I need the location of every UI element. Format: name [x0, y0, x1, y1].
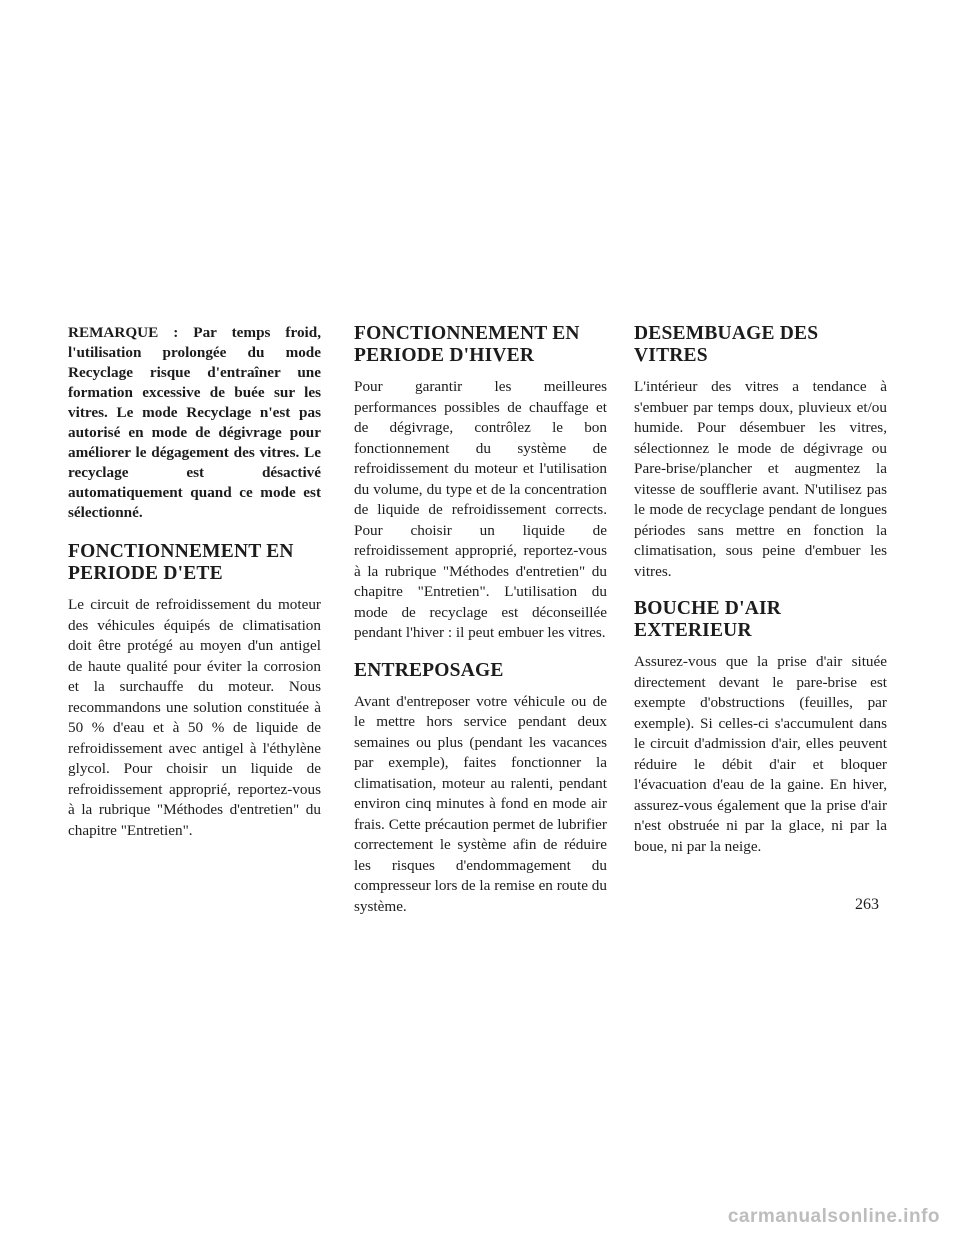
column-middle: [354, 323, 607, 933]
section-body-outside-air: Assurez-vous que la prise d'air située directement devant le pare-brise est exempte d'obstructions (feuilles, par exemple). Si celles-ci s'accumulent dans le circuit d'admission d'air, elles peuvent réduire le débit d'air et bloquer l'évacuation d'eau de la gaine. En hiver, assurez-vous également que la prise d'air n'est obstruée ni par la glace, ni par la boue, ni par la neige.: [634, 653, 887, 855]
section-heading-summer: FONCTIONNEMENT EN PERIODE D'ETE: [68, 541, 294, 584]
watermark-logo: carmanualsonline.info: [727, 1206, 940, 1227]
remark-note: REMARQUE : Par temps froid, l'utilisation prolongée du mode Recyclage risque d'entraîner une formation excessive de buée sur les vitres. Le mode Recyclage n'est pas autorisé en mode de dégivrage pour améliorer le dégagement des vitres. Le recyclage est désactivé automatiquement quand ce mode est sélectionné.: [68, 324, 321, 521]
section-heading-winter: FONCTIONNEMENT EN PERIODE D'HIVER: [354, 323, 580, 366]
section-heading-storage: ENTREPOSAGE: [354, 659, 504, 681]
section-heading-defogging: DESEMBUAGE DES VITRES: [634, 323, 819, 366]
section-body-storage: Avant d'entreposer votre véhicule ou de le mettre hors service pendant deux semaines ou plus (pendant les vacances par exemple), faites fonctionner la climatisation, moteur au ralenti, pendant environ cinq minutes à fond en mode air frais. Cette précaution permet de lubrifier correctement le système afin de réduire les risques d'endommagement du compresseur lors de la remise en route du système.: [354, 692, 607, 915]
section-body-winter: Pour garantir les meilleures performances possibles de chauffage et de dégivrage, contrôlez le bon fonctionnement du système de refroidissement du moteur et l'utilisation du volume, du type et de la concentration de liquide de refroidissement corrects. Pour choisir un liquide de refroidissement approprié, reportez-vous à la rubrique "Méthodes d'entretien" du chapitre "Entretien". L'utilisation du mode de recyclage est déconseillée pendant l'hiver : il peut embuer les vitres.: [354, 378, 607, 641]
section-body-summer: Le circuit de refroidissement du moteur des véhicules équipés de climatisation doit être protégé au moyen d'un antigel de haute qualité pour éviter la corrosion et la surchauffe du moteur. Nous recommandons une solution constituée à 50 % d'eau et à 50 % de liquide de refroidissement avec antigel à l'éthylène glycol. Pour choisir un liquide de refroidissement approprié, reportez-vous à la rubrique "Méthodes d'entretien" du chapitre "Entretien".: [68, 596, 321, 839]
column-right: [634, 323, 887, 873]
column-left: [68, 323, 321, 857]
page-number: 263: [855, 896, 879, 913]
section-heading-outside-air: BOUCHE D'AIR EXTERIEUR: [634, 598, 782, 641]
section-body-defogging: L'intérieur des vitres a tendance à s'embuer par temps doux, pluvieux et/ou humide. Pour désembuer les vitres, sélectionnez le mode de dégivrage ou Pare-brise/plancher et augmentez la vitesse de soufflerie avant. N'utilisez pas le mode de recyclage pendant de longues périodes sans mettre en fonction la climatisation, sous peine d'embuer les vitres.: [634, 378, 887, 580]
